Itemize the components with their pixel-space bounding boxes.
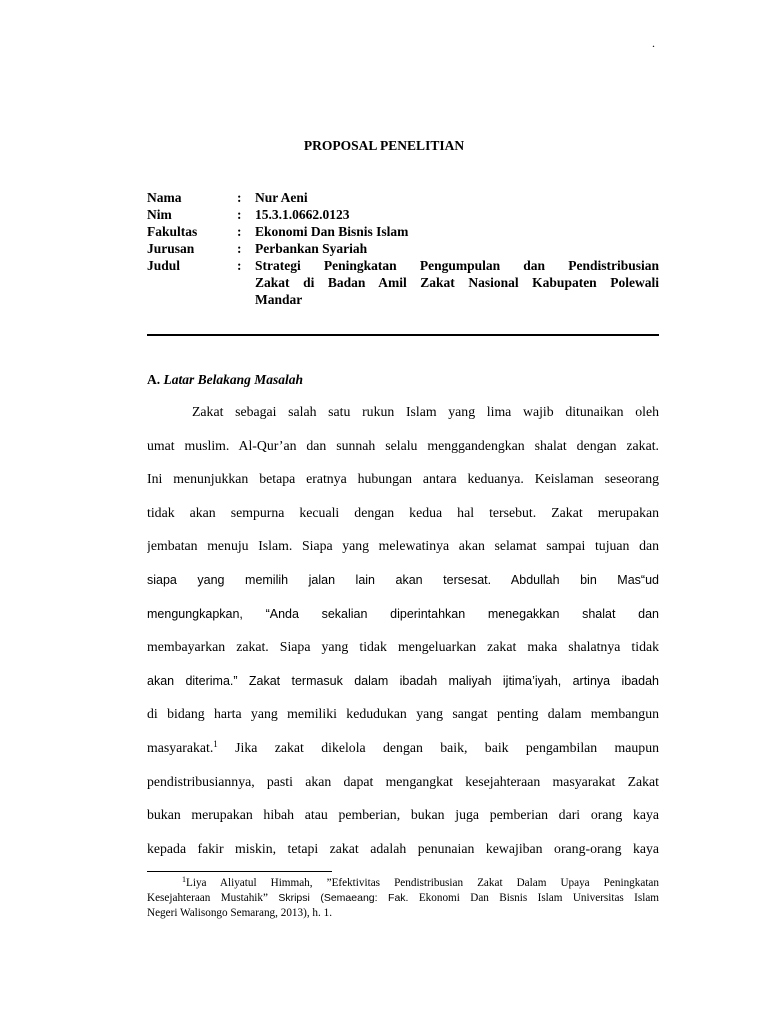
meta-colon: :: [237, 224, 242, 239]
footnote-text: Ekonomi Dan Bisnis Islam Universitas Islam: [418, 892, 660, 904]
footnote: [147, 876, 659, 921]
document-title: PROPOSAL PENELITIAN: [303, 138, 465, 153]
meta-key: Fakultas: [147, 224, 198, 239]
meta-value-judul: [255, 257, 659, 308]
meta-key: Jurusan: [147, 241, 195, 256]
section-letter: A.: [147, 372, 161, 387]
body-line: di bidang harta yang memiliki kedudukan yang sangat penting dalam membangun: [147, 706, 659, 722]
meta-colon: :: [237, 190, 242, 205]
footnote-text: Kesejahteraan Mustahik”: [147, 892, 268, 904]
header-divider: [147, 334, 659, 336]
body-paragraph: [147, 399, 659, 869]
body-line: kepada fakir miskin, tetapi zakat adalah penunaian kewajiban orang-orang kaya: [147, 840, 659, 856]
body-line: mengungkapkan, “Anda sekalian diperintahkan menegakkan shalat dan: [147, 606, 659, 621]
footnote-line: [147, 891, 659, 906]
footnote-line: [147, 876, 659, 891]
footnote-number: 1: [182, 875, 186, 884]
body-line: [147, 735, 659, 769]
section-title: Latar Belakang Masalah: [163, 372, 304, 387]
footnote-line: Negeri Walisongo Semarang, 2013), h. 1.: [147, 907, 333, 919]
corner-mark: .: [652, 36, 655, 50]
meta-colon: :: [237, 258, 242, 273]
body-line: Ini menunjukkan betapa eratnya hubungan antara keduanya. Keislaman seseorang: [147, 471, 659, 487]
meta-row-judul: [147, 257, 659, 308]
body-line-start: masyarakat.: [147, 739, 214, 755]
footnote-divider: [147, 871, 332, 872]
body-line-end: Jika zakat dikelola dengan baik, baik pengambilan maupun: [235, 739, 659, 755]
meta-value: Perbankan Syariah: [255, 241, 368, 256]
section-heading: [147, 372, 303, 388]
meta-row-jurusan: [147, 240, 659, 257]
body-line: siapa yang memilih jalan lain akan tersesat. Abdullah bin Mas“ud: [147, 572, 659, 587]
body-line: umat muslim. Al-Qur’an dan sunnah selalu menggandengkan shalat dengan zakat.: [147, 437, 659, 453]
body-line: Zakat sebagai salah satu rukun Islam yang lima wajib ditunaikan oleh: [192, 404, 659, 419]
meta-value: Nur Aeni: [255, 190, 308, 205]
body-line: pendistribusiannya, pasti akan dapat mengangkat kesejahteraan masyarakat Zakat: [147, 773, 659, 789]
meta-row-fakultas: [147, 223, 659, 240]
meta-row-nama: [147, 189, 659, 206]
body-line: jembatan menuju Islam. Siapa yang melewatinya akan selamat sampai tujuan dan: [147, 538, 659, 554]
footnote-ref: 1: [213, 738, 218, 749]
footnote-text: Skripsi (Semaeang: Fak.: [278, 892, 409, 904]
body-line: akan diterima.” Zakat termasuk dalam ibadah maliyah ijtima’iyah, artinya ibadah: [147, 673, 659, 688]
body-line: bukan merupakan hibah atau pemberian, bukan juga pemberian dari orang kaya: [147, 807, 659, 823]
body-line: tidak akan sempurna kecuali dengan kedua hal tersebut. Zakat merupakan: [147, 504, 659, 520]
judul-line: Zakat di Badan Amil Zakat Nasional Kabupaten Polewali: [255, 275, 659, 290]
judul-line: Strategi Peningkatan Pengumpulan dan Pendistribusian: [255, 258, 659, 273]
meta-key: Judul: [147, 258, 181, 273]
meta-colon: :: [237, 207, 242, 222]
body-line: membayarkan zakat. Siapa yang tidak mengeluarkan zakat maka shalatnya tidak: [147, 639, 659, 655]
meta-value: Ekonomi Dan Bisnis Islam: [255, 224, 409, 239]
footnote-text: Liya Aliyatul Himmah, ”Efektivitas Pendistribusian Zakat Dalam Upaya Peningkatan: [186, 877, 659, 889]
meta-key: Nama: [147, 190, 182, 205]
meta-colon: :: [237, 241, 242, 256]
meta-value: 15.3.1.0662.0123: [255, 207, 350, 222]
identity-block: [147, 189, 659, 308]
meta-key: Nim: [147, 207, 172, 222]
meta-row-nim: [147, 206, 659, 223]
judul-line: Mandar: [255, 292, 303, 307]
